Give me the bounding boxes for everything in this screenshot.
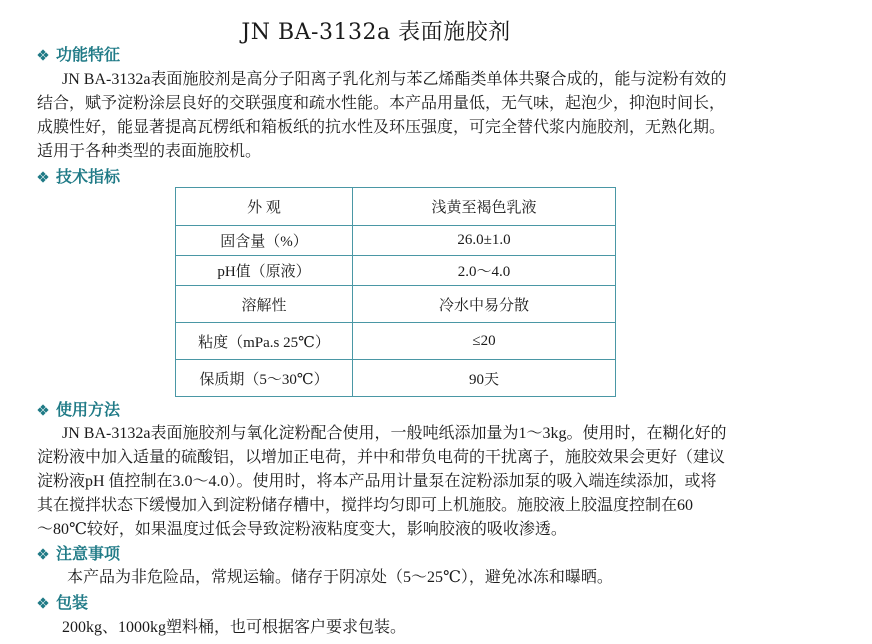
diamond-bullet-icon xyxy=(37,597,49,609)
paragraph-line: ～80℃较好，如果温度过低会导致淀粉液粘度变大，影响胶液的吸收渗透。 xyxy=(37,521,567,538)
paragraph-line: JN BA-3132a表面施胶剂是高分子阳离子乳化剂与苯乙烯酯类单体共聚合成的，能与淀粉有效的 xyxy=(62,71,727,88)
section-heading-label: 功能特征 xyxy=(56,45,121,64)
spec-table xyxy=(175,187,616,397)
section-heading-label: 使用方法 xyxy=(56,400,121,419)
paragraph-line: 成膜性好，能显著提高瓦楞纸和箱板纸的抗水性及环压强度，可完全替代浆内施胶剂，无熟化期。 xyxy=(37,119,726,136)
spec-row xyxy=(176,323,616,360)
diamond-bullet-icon xyxy=(37,49,49,61)
section-heading-features xyxy=(37,43,120,67)
spec-value: 26.0±1.0 xyxy=(353,226,616,256)
spec-label: 溶解性 xyxy=(176,286,353,323)
spec-row xyxy=(176,286,616,323)
section-heading-packaging xyxy=(37,591,88,615)
spec-label: 固含量（%） xyxy=(176,226,353,256)
paragraph-line: 适用于各种类型的表面施胶机。 xyxy=(37,143,262,160)
spec-value: 2.0～4.0 xyxy=(353,256,616,286)
spec-row xyxy=(176,256,616,286)
packaging-paragraph xyxy=(37,616,827,640)
diamond-bullet-icon xyxy=(37,171,49,183)
spec-value: 浅黄至褐色乳液 xyxy=(353,188,616,226)
section-heading-specs xyxy=(37,165,120,189)
spec-value: ≤20 xyxy=(353,323,616,360)
paragraph-line: 淀粉液pH 值控制在3.0～4.0）。使用时，将本产品用计量泵在淀粉添加泵的吸入端连续添加，或将 xyxy=(37,473,717,490)
diamond-bullet-icon xyxy=(37,404,49,416)
spec-row xyxy=(176,360,616,397)
spec-label: 粘度（mPa.s 25℃） xyxy=(176,323,353,360)
features-paragraph xyxy=(37,68,827,164)
spec-label: 外 观 xyxy=(176,188,353,226)
notes-paragraph xyxy=(37,566,827,590)
diamond-bullet-icon xyxy=(37,548,49,560)
usage-paragraph xyxy=(37,422,827,542)
paragraph-line: 结合，赋予淀粉涂层良好的交联强度和疏水性能。本产品用量低，无气味，起泡少，抑泡时间长， xyxy=(37,95,726,112)
spec-value: 冷水中易分散 xyxy=(353,286,616,323)
paragraph-line: 淀粉液中加入适量的硫酸铝，以增加正电荷，并中和带负电荷的干扰离子，施胶效果会更好（建议 xyxy=(37,449,726,466)
paragraph-line: 本产品为非危险品，常规运输。储存于阴凉处（5～25℃），避免冰冻和曝晒。 xyxy=(67,569,613,586)
spec-label: 保质期（5～30℃） xyxy=(176,360,353,397)
paragraph-line: 200kg、1000kg塑料桶，也可根据客户要求包装。 xyxy=(62,619,407,636)
section-heading-label: 包装 xyxy=(56,593,89,612)
section-heading-notes xyxy=(37,542,120,566)
section-heading-usage xyxy=(37,398,120,422)
spec-row xyxy=(176,188,616,226)
spec-row xyxy=(176,226,616,256)
paragraph-line: JN BA-3132a表面施胶剂与氧化淀粉配合使用，一般吨纸添加量为1～3kg。使用时，在糊化好的 xyxy=(62,425,727,442)
section-heading-label: 注意事项 xyxy=(56,544,121,563)
paragraph-line: 其在搅拌状态下缓慢加入到淀粉储存槽中，搅拌均匀即可上机施胶。施胶液上胶温度控制在60 xyxy=(37,497,694,514)
section-heading-label: 技术指标 xyxy=(56,167,121,186)
page-title: JN BA-3132a 表面施胶剂 xyxy=(241,20,511,45)
spec-value: 90天 xyxy=(353,360,616,397)
spec-label: pH值（原液） xyxy=(176,256,353,286)
